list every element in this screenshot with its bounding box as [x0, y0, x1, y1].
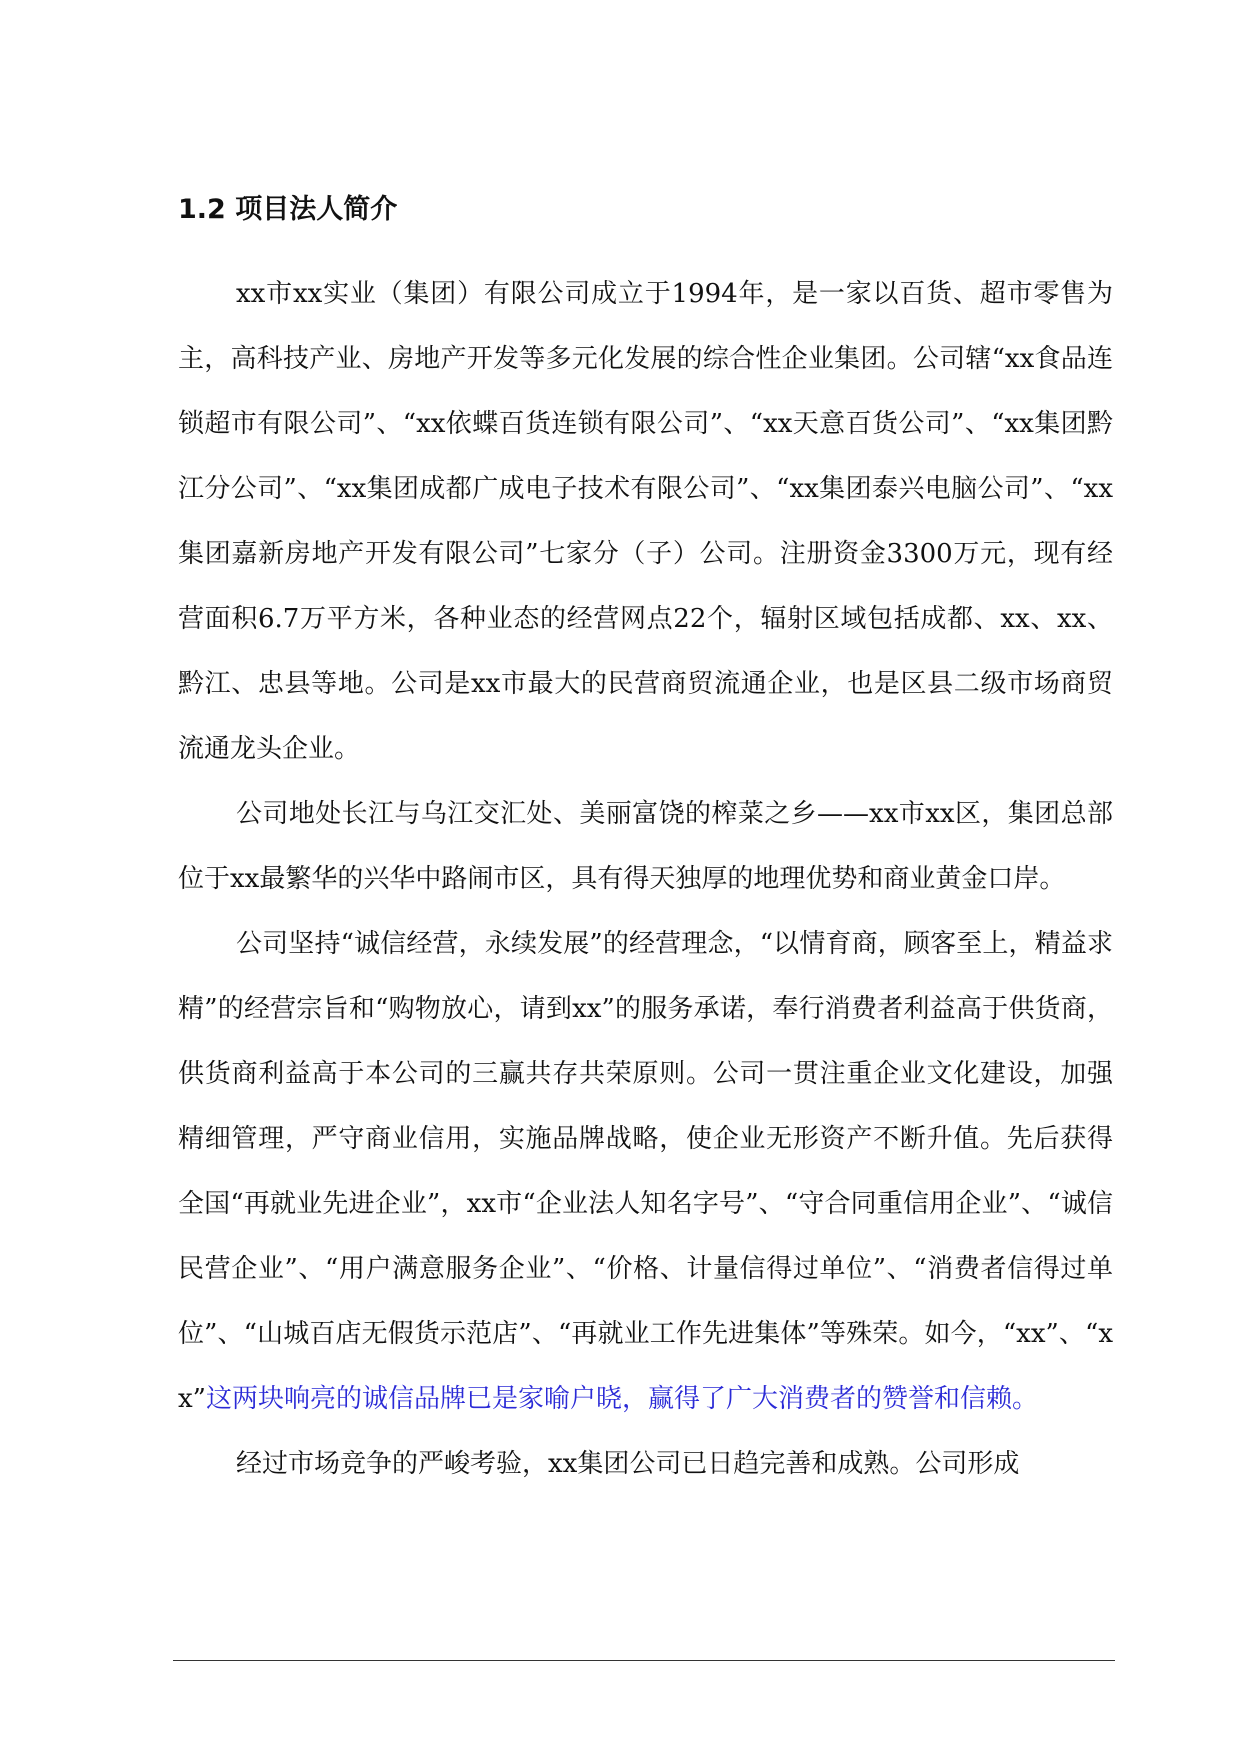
- paragraph-development: [178, 1432, 1113, 1497]
- paragraph-text: xx市xx实业（集团）有限公司成立于1994年，是一家以百货、超市零售为主，高科技产业、房地产开发等多元化发展的综合性企业集团。公司辖“xx食品连锁超市有限公司”、“xx依蝶百货连锁有限公司”、“xx天意百货公司”、“xx集团黔江分公司”、“xx集团成都广成电子技术有限公司”、“xx集团泰兴电脑公司”、“xx集团嘉新房地产开发有限公司”七家分（子）公司。注册资金3300万元，现有经营面积6.7万平方米，各种业态的经营网点22个，辐射区域包括成都、xx、xx、黔江、忠县等地。公司是xx市最大的民营商贸流通企业，也是区县二级市场商贸流通龙头企业。: [178, 279, 1113, 764]
- paragraph-philosophy: [178, 912, 1113, 1432]
- paragraph-location: [178, 782, 1113, 912]
- highlighted-text: 这两块响亮的诚信品牌已是家喻户晓，赢得了广大消费者的赞誉和信赖。: [205, 1384, 1038, 1414]
- document-body: [178, 262, 1113, 1497]
- section-heading: 1.2 项目法人简介: [178, 194, 398, 225]
- paragraph-company-overview: [178, 262, 1113, 782]
- footer-rule: [173, 1660, 1115, 1661]
- paragraph-text: 公司地处长江与乌江交汇处、美丽富饶的榨菜之乡——xx市xx区，集团总部位于xx最繁华的兴华中路闹市区，具有得天独厚的地理优势和商业黄金口岸。: [178, 799, 1113, 894]
- paragraph-text: 公司坚持“诚信经营，永续发展”的经营理念，“以情育商，顾客至上，精益求精”的经营宗旨和“购物放心，请到xx”的服务承诺，奉行消费者利益高于供货商，供货商利益高于本公司的三赢共存共荣原则。公司一贯注重企业文化建设，加强精细管理，严守商业信用，实施品牌战略，使企业无形资产不断升值。先后获得全国“再就业先进企业”，xx市“企业法人知名字号”、“守合同重信用企业”、“诚信民营企业”、“用户满意服务企业”、“价格、计量信得过单位”、“消费者信得过单位”、“山城百店无假货示范店”、“再就业工作先进集体”等殊荣。如今，“xx”、“xx”: [178, 929, 1113, 1414]
- paragraph-text: 经过市场竞争的严峻考验，xx集团公司已日趋完善和成熟。公司形成: [236, 1449, 1020, 1479]
